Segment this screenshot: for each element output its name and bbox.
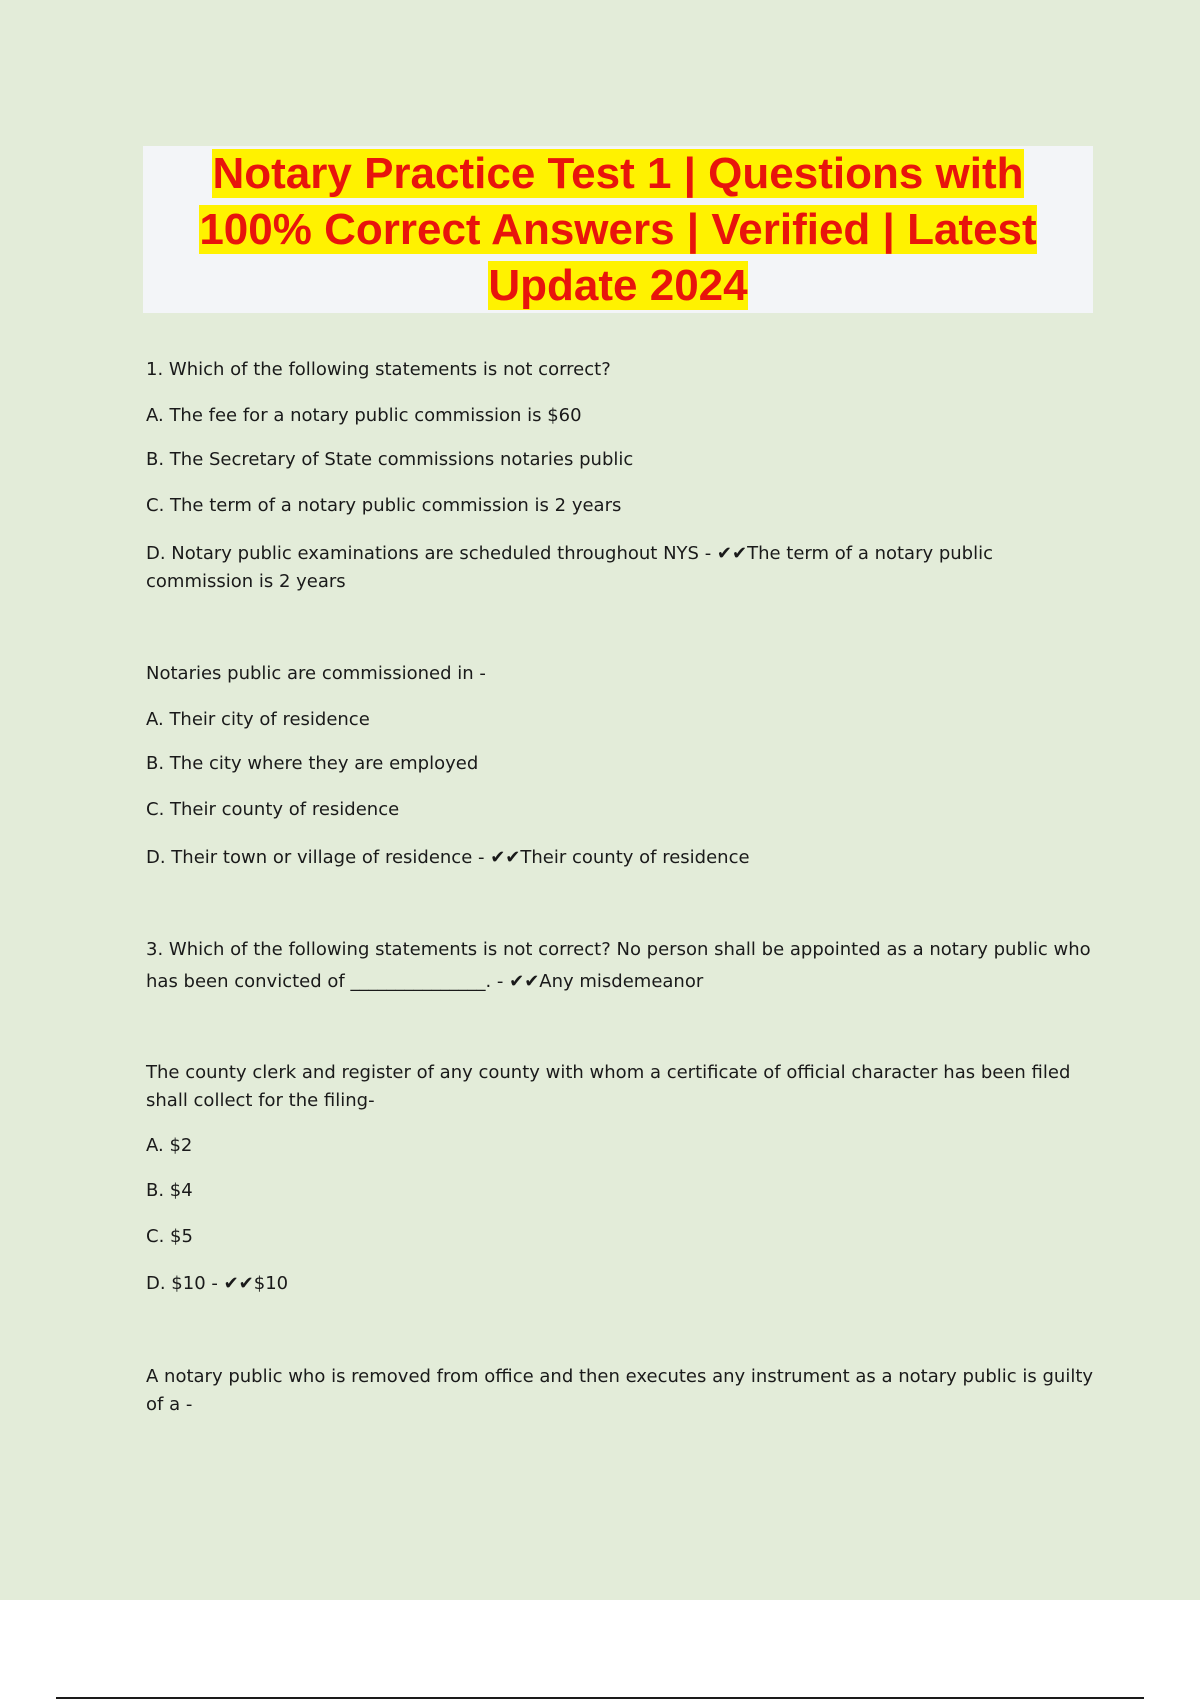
question-1-option-a: A. The fee for a notary public commission is $60 <box>146 405 582 426</box>
question-4-prompt-line-1: The county clerk and register of any county with whom a certificate of official character has been filed <box>146 1062 1071 1083</box>
question-1-prompt: 1. Which of the following statements is not correct? <box>146 359 611 380</box>
question-2-option-a: A. Their city of residence <box>146 709 370 730</box>
question-4-option-a: A. $2 <box>146 1135 193 1156</box>
question-3-prompt-line-2: has been convicted of _______________. - ✔✔Any misdemeanor <box>146 971 704 992</box>
question-2-prompt: Notaries public are commissioned in - <box>146 663 486 684</box>
question-5-prompt-line-1: A notary public who is removed from office and then executes any instrument as a notary public is guilty <box>146 1366 1094 1387</box>
question-5-prompt-line-2: of a - <box>146 1394 193 1415</box>
question-3-prompt-line-1: 3. Which of the following statements is not correct? No person shall be appointed as a notary public who <box>146 939 1091 960</box>
question-2-option-c: C. Their county of residence <box>146 799 400 820</box>
question-4-answer-line-1: D. $10 - ✔✔$10 <box>146 1273 289 1294</box>
document-title-box <box>143 146 1093 313</box>
question-2-option-b: B. The city where they are employed <box>146 753 479 774</box>
question-1-answer-line-2: commission is 2 years <box>146 571 346 592</box>
question-4-prompt-line-2: shall collect for the filing- <box>146 1090 375 1111</box>
question-2-answer-line-1: D. Their town or village of residence - ✔✔Their county of residence <box>146 847 750 868</box>
question-4-option-c: C. $5 <box>146 1226 193 1247</box>
question-1-answer-line-1: D. Notary public examinations are scheduled throughout NYS - ✔✔The term of a notary public <box>146 543 994 564</box>
title-line-2: 100% Correct Answers | Verified | Latest <box>199 205 1037 254</box>
title-line-3: Update 2024 <box>488 261 748 310</box>
title-line-1: Notary Practice Test 1 | Questions with <box>212 149 1024 198</box>
question-4-option-b: B. $4 <box>146 1180 193 1201</box>
footer-rule <box>56 1697 1144 1699</box>
question-1-option-b: B. The Secretary of State commissions notaries public <box>146 449 634 470</box>
question-1-option-c: C. The term of a notary public commission is 2 years <box>146 495 622 516</box>
